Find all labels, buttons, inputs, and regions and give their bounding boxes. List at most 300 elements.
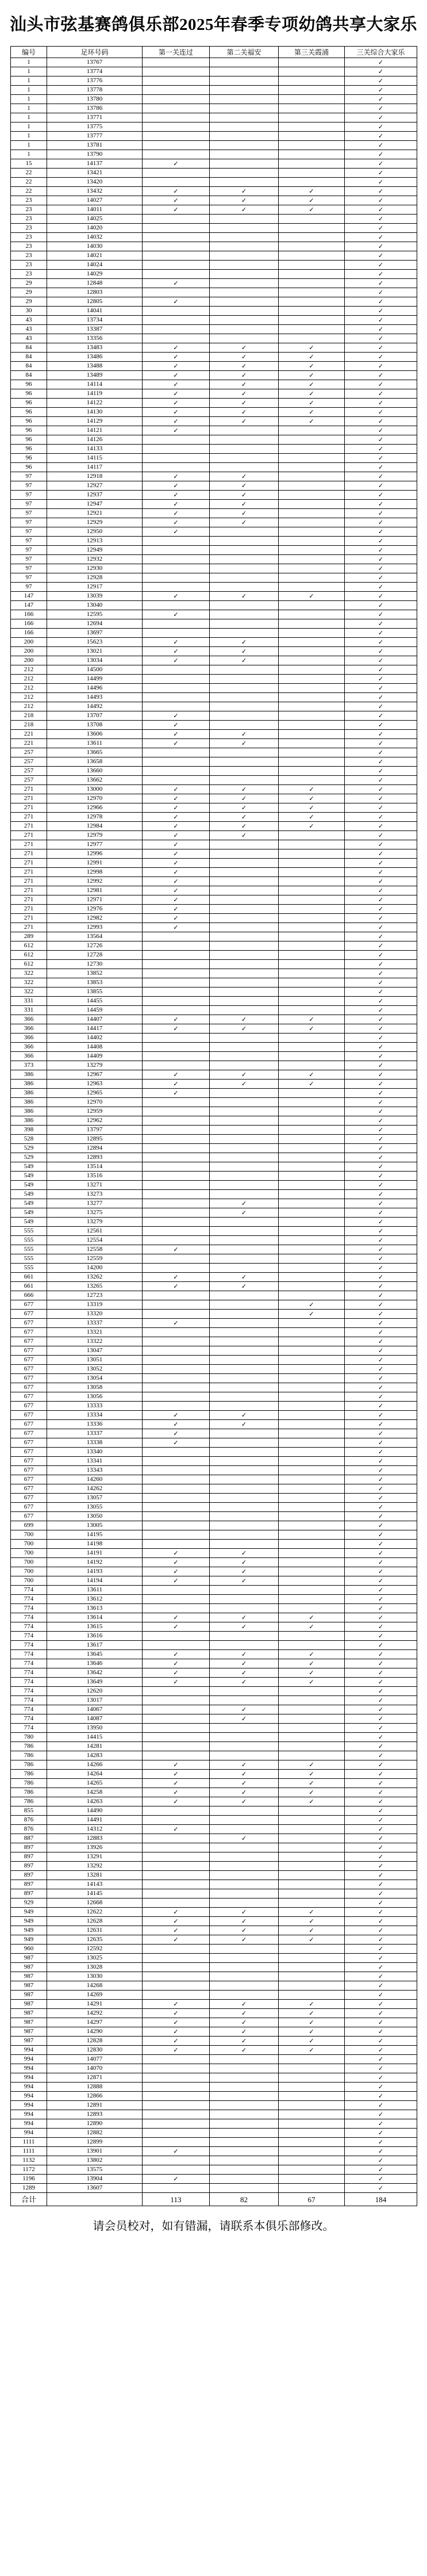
cell-ring-number: 14268 <box>47 1981 143 1991</box>
table-row <box>11 1429 417 1438</box>
table-row <box>11 417 417 426</box>
table-row <box>11 2083 417 2092</box>
table-row <box>11 1208 417 1218</box>
cell-stage-3: ✓ <box>279 1650 345 1659</box>
cell-stage-1: ✓ <box>143 859 210 868</box>
cell-combined: ✓ <box>345 923 417 932</box>
table-row <box>11 1825 417 1834</box>
cell-combined: ✓ <box>345 813 417 822</box>
table-row <box>11 1816 417 1825</box>
cell-stage-2 <box>210 242 279 251</box>
cell-stage-2 <box>210 132 279 141</box>
cell-stage-2 <box>210 1328 279 1337</box>
cell-ring-number: 14029 <box>47 270 143 279</box>
cell-number: 97 <box>11 583 47 592</box>
cell-stage-3: ✓ <box>279 1908 345 1917</box>
cell-stage-3 <box>279 638 345 647</box>
cell-ring-number: 13646 <box>47 1659 143 1668</box>
cell-stage-1 <box>143 1310 210 1319</box>
cell-stage-1 <box>143 1107 210 1116</box>
cell-number: 271 <box>11 831 47 840</box>
cell-stage-2: ✓ <box>210 343 279 353</box>
cell-stage-1 <box>143 1852 210 1862</box>
cell-number: 987 <box>11 1963 47 1972</box>
table-row <box>11 435 417 445</box>
cell-stage-1 <box>143 1696 210 1705</box>
cell-number: 677 <box>11 1420 47 1429</box>
table-row <box>11 1935 417 1945</box>
cell-stage-2 <box>210 1898 279 1908</box>
cell-combined: ✓ <box>345 1466 417 1475</box>
cell-stage-1 <box>143 573 210 583</box>
cell-combined: ✓ <box>345 1402 417 1411</box>
cell-ring-number: 14137 <box>47 159 143 169</box>
cell-ring-number: 13790 <box>47 150 143 159</box>
cell-stage-2 <box>210 2175 279 2184</box>
cell-number: 677 <box>11 1392 47 1402</box>
cell-combined: ✓ <box>345 2027 417 2037</box>
cell-number: 97 <box>11 518 47 527</box>
cell-ring-number: 12883 <box>47 1834 143 1843</box>
table-row <box>11 224 417 233</box>
cell-number: 271 <box>11 914 47 923</box>
cell-stage-2 <box>210 1052 279 1061</box>
cell-number: 15 <box>11 159 47 169</box>
cell-combined: ✓ <box>345 1218 417 1227</box>
cell-stage-3 <box>279 481 345 491</box>
table-row <box>11 1917 417 1926</box>
cell-combined: ✓ <box>345 187 417 196</box>
cell-ring-number: 12967 <box>47 1070 143 1080</box>
cell-stage-2 <box>210 932 279 941</box>
table-row <box>11 684 417 693</box>
cell-combined: ✓ <box>345 960 417 969</box>
cell-number: 96 <box>11 417 47 426</box>
cell-stage-1: ✓ <box>143 399 210 408</box>
cell-stage-2 <box>210 1448 279 1457</box>
cell-combined: ✓ <box>345 1991 417 2000</box>
cell-stage-1 <box>143 1871 210 1880</box>
table-row <box>11 307 417 316</box>
cell-combined: ✓ <box>345 2147 417 2156</box>
cell-number: 994 <box>11 2092 47 2101</box>
cell-stage-2 <box>210 1843 279 1852</box>
cell-number: 29 <box>11 288 47 297</box>
cell-combined: ✓ <box>345 1558 417 1567</box>
table-row <box>11 1420 417 1429</box>
cell-stage-3 <box>279 831 345 840</box>
cell-ring-number: 14011 <box>47 205 143 215</box>
cell-stage-2: ✓ <box>210 638 279 647</box>
cell-stage-1 <box>143 215 210 224</box>
cell-stage-2 <box>210 895 279 905</box>
cell-stage-1: ✓ <box>143 1438 210 1448</box>
cell-ring-number: 14087 <box>47 1714 143 1724</box>
cell-stage-3 <box>279 1116 345 1126</box>
cell-stage-2 <box>210 2156 279 2165</box>
cell-stage-1 <box>143 1264 210 1273</box>
cell-combined: ✓ <box>345 1374 417 1383</box>
cell-ring-number: 14260 <box>47 1475 143 1484</box>
cell-stage-3: ✓ <box>279 2037 345 2046</box>
cell-stage-2: ✓ <box>210 1834 279 1843</box>
cell-stage-1 <box>143 757 210 767</box>
table-row <box>11 1015 417 1024</box>
cell-number: 786 <box>11 1788 47 1797</box>
cell-stage-1 <box>143 435 210 445</box>
cell-stage-3 <box>279 932 345 941</box>
cell-stage-3 <box>279 1383 345 1392</box>
cell-combined: ✓ <box>345 1070 417 1080</box>
cell-combined: ✓ <box>345 178 417 187</box>
cell-combined: ✓ <box>345 76 417 86</box>
cell-stage-1: ✓ <box>143 785 210 794</box>
cell-ring-number: 14024 <box>47 261 143 270</box>
cell-number: 271 <box>11 794 47 803</box>
cell-ring-number: 14491 <box>47 1816 143 1825</box>
cell-stage-2 <box>210 1089 279 1098</box>
cell-combined: ✓ <box>345 1760 417 1770</box>
cell-stage-1: ✓ <box>143 417 210 426</box>
cell-stage-2 <box>210 1162 279 1172</box>
cell-ring-number: 14417 <box>47 1024 143 1034</box>
cell-stage-1: ✓ <box>143 518 210 527</box>
cell-combined: ✓ <box>345 491 417 500</box>
cell-stage-2 <box>210 886 279 895</box>
cell-stage-1 <box>143 2055 210 2064</box>
cell-stage-1: ✓ <box>143 408 210 417</box>
table-row <box>11 1926 417 1935</box>
cell-stage-2 <box>210 270 279 279</box>
table-row <box>11 251 417 261</box>
cell-stage-1: ✓ <box>143 638 210 647</box>
cell-ring-number: 14143 <box>47 1880 143 1889</box>
cell-number: 386 <box>11 1080 47 1089</box>
cell-combined: ✓ <box>345 702 417 711</box>
table-row <box>11 923 417 932</box>
table-row <box>11 978 417 987</box>
cell-stage-3: ✓ <box>279 205 345 215</box>
cell-stage-1 <box>143 1972 210 1981</box>
cell-combined: ✓ <box>345 1549 417 1558</box>
cell-stage-3 <box>279 849 345 859</box>
cell-stage-3 <box>279 619 345 629</box>
table-row <box>11 1273 417 1282</box>
cell-stage-3 <box>279 739 345 748</box>
cell-stage-3 <box>279 500 345 509</box>
cell-ring-number: 13338 <box>47 1438 143 1448</box>
table-row <box>11 1254 417 1264</box>
cell-combined: ✓ <box>345 399 417 408</box>
cell-stage-1: ✓ <box>143 840 210 849</box>
cell-stage-3 <box>279 1503 345 1512</box>
cell-stage-2 <box>210 1852 279 1862</box>
cell-stage-1 <box>143 1586 210 1595</box>
cell-stage-2 <box>210 113 279 123</box>
table-row <box>11 169 417 178</box>
table-row <box>11 730 417 739</box>
cell-combined: ✓ <box>345 1273 417 1282</box>
cell-number: 271 <box>11 849 47 859</box>
cell-number: 786 <box>11 1742 47 1751</box>
cell-stage-3: ✓ <box>279 371 345 380</box>
cell-stage-1 <box>143 261 210 270</box>
cell-number: 212 <box>11 665 47 675</box>
total-empty <box>47 2193 143 2206</box>
cell-combined: ✓ <box>345 1862 417 1871</box>
table-header-row <box>11 47 417 58</box>
cell-combined: ✓ <box>345 693 417 702</box>
cell-combined: ✓ <box>345 215 417 224</box>
cell-stage-3 <box>279 905 345 914</box>
table-row <box>11 1540 417 1549</box>
cell-number: 386 <box>11 1098 47 1107</box>
cell-stage-3 <box>279 334 345 343</box>
cell-stage-3 <box>279 1604 345 1613</box>
cell-number: 386 <box>11 1116 47 1126</box>
cell-stage-1 <box>143 233 210 242</box>
cell-stage-3 <box>279 325 345 334</box>
cell-stage-2 <box>210 2064 279 2073</box>
cell-stage-1: ✓ <box>143 886 210 895</box>
cell-number: 994 <box>11 2064 47 2073</box>
cell-ring-number: 13340 <box>47 1448 143 1457</box>
cell-combined: ✓ <box>345 463 417 472</box>
cell-stage-2 <box>210 67 279 76</box>
table-row <box>11 481 417 491</box>
cell-number: 949 <box>11 1917 47 1926</box>
cell-stage-2: ✓ <box>210 592 279 601</box>
cell-stage-2 <box>210 1871 279 1880</box>
cell-combined: ✓ <box>345 1806 417 1816</box>
cell-stage-1 <box>143 2165 210 2175</box>
cell-stage-2 <box>210 573 279 583</box>
table-row <box>11 205 417 215</box>
cell-stage-2 <box>210 1503 279 1512</box>
cell-stage-2 <box>210 693 279 702</box>
cell-stage-3 <box>279 279 345 288</box>
cell-stage-3 <box>279 233 345 242</box>
table-row <box>11 2018 417 2027</box>
table-row <box>11 1659 417 1668</box>
cell-ring-number: 13662 <box>47 776 143 785</box>
cell-stage-1 <box>143 1346 210 1356</box>
table-row <box>11 2046 417 2055</box>
cell-combined: ✓ <box>345 978 417 987</box>
table-row <box>11 1494 417 1503</box>
cell-number: 322 <box>11 978 47 987</box>
cell-combined: ✓ <box>345 1061 417 1070</box>
cell-stage-3 <box>279 702 345 711</box>
cell-ring-number: 14290 <box>47 2027 143 2037</box>
cell-stage-2 <box>210 1254 279 1264</box>
table-row <box>11 1199 417 1208</box>
table-row <box>11 1742 417 1751</box>
cell-number: 549 <box>11 1181 47 1190</box>
cell-combined: ✓ <box>345 1098 417 1107</box>
cell-stage-1 <box>143 693 210 702</box>
cell-stage-2 <box>210 316 279 325</box>
cell-stage-1: ✓ <box>143 343 210 353</box>
cell-number: 774 <box>11 1659 47 1668</box>
cell-stage-3 <box>279 2184 345 2193</box>
cell-combined: ✓ <box>345 1586 417 1595</box>
cell-stage-2 <box>210 279 279 288</box>
table-row <box>11 1852 417 1862</box>
cell-number: 677 <box>11 1429 47 1438</box>
cell-combined: ✓ <box>345 1659 417 1668</box>
header-stage-1: 第一关连过 <box>143 47 210 58</box>
cell-stage-2 <box>210 555 279 564</box>
cell-ring-number: 13050 <box>47 1512 143 1521</box>
cell-stage-3 <box>279 767 345 776</box>
cell-stage-3 <box>279 1945 345 1954</box>
cell-stage-3 <box>279 1852 345 1862</box>
cell-ring-number: 13271 <box>47 1181 143 1190</box>
cell-stage-3 <box>279 132 345 141</box>
cell-stage-3: ✓ <box>279 1080 345 1089</box>
cell-ring-number: 12949 <box>47 546 143 555</box>
cell-stage-3 <box>279 1724 345 1733</box>
cell-number: 774 <box>11 1595 47 1604</box>
cell-number: 1 <box>11 123 47 132</box>
cell-ring-number: 14499 <box>47 675 143 684</box>
cell-ring-number: 13005 <box>47 1521 143 1530</box>
cell-ring-number: 13612 <box>47 1595 143 1604</box>
cell-combined: ✓ <box>345 426 417 435</box>
cell-stage-2 <box>210 537 279 546</box>
cell-ring-number: 12937 <box>47 491 143 500</box>
cell-number: 97 <box>11 500 47 509</box>
cell-combined: ✓ <box>345 730 417 739</box>
cell-number: 774 <box>11 1650 47 1659</box>
cell-combined: ✓ <box>345 1788 417 1797</box>
cell-number: 700 <box>11 1530 47 1540</box>
cell-ring-number: 12917 <box>47 583 143 592</box>
cell-number: 949 <box>11 1908 47 1917</box>
cell-stage-2 <box>210 859 279 868</box>
table-row <box>11 67 417 76</box>
cell-combined: ✓ <box>345 1613 417 1622</box>
cell-stage-3 <box>279 1954 345 1963</box>
cell-stage-2 <box>210 1972 279 1981</box>
cell-stage-2 <box>210 1153 279 1162</box>
cell-stage-1 <box>143 123 210 132</box>
cell-stage-2 <box>210 1586 279 1595</box>
table-row <box>11 1089 417 1098</box>
cell-stage-3: ✓ <box>279 822 345 831</box>
cell-combined: ✓ <box>345 951 417 960</box>
table-row <box>11 601 417 610</box>
cell-ring-number: 14408 <box>47 1043 143 1052</box>
cell-combined: ✓ <box>345 1632 417 1641</box>
cell-combined: ✓ <box>345 316 417 325</box>
cell-number: 700 <box>11 1576 47 1586</box>
cell-combined: ✓ <box>345 748 417 757</box>
cell-stage-3 <box>279 969 345 978</box>
table-row <box>11 1751 417 1760</box>
cell-combined: ✓ <box>345 1337 417 1346</box>
cell-combined: ✓ <box>345 1282 417 1291</box>
cell-combined: ✓ <box>345 325 417 334</box>
cell-ring-number: 12694 <box>47 619 143 629</box>
cell-ring-number: 12929 <box>47 518 143 527</box>
cell-stage-2 <box>210 95 279 104</box>
cell-stage-2 <box>210 1466 279 1475</box>
cell-ring-number: 13606 <box>47 730 143 739</box>
cell-stage-3 <box>279 1172 345 1181</box>
cell-stage-3 <box>279 2175 345 2184</box>
table-row <box>11 2064 417 2073</box>
cell-stage-1 <box>143 1061 210 1070</box>
cell-stage-1 <box>143 76 210 86</box>
cell-combined: ✓ <box>345 159 417 169</box>
cell-combined: ✓ <box>345 711 417 721</box>
cell-ring-number: 12913 <box>47 537 143 546</box>
cell-stage-3 <box>279 629 345 638</box>
cell-ring-number: 13708 <box>47 721 143 730</box>
cell-stage-3 <box>279 776 345 785</box>
cell-combined: ✓ <box>345 518 417 527</box>
cell-stage-2 <box>210 1264 279 1273</box>
cell-stage-2: ✓ <box>210 813 279 822</box>
cell-number: 677 <box>11 1383 47 1392</box>
cell-stage-2 <box>210 1457 279 1466</box>
cell-ring-number: 12970 <box>47 1098 143 1107</box>
cell-ring-number: 13420 <box>47 178 143 187</box>
table-row <box>11 859 417 868</box>
cell-stage-1 <box>143 1963 210 1972</box>
cell-combined: ✓ <box>345 610 417 619</box>
cell-stage-2 <box>210 1126 279 1135</box>
cell-number: 677 <box>11 1374 47 1383</box>
cell-combined: ✓ <box>345 2064 417 2073</box>
cell-stage-2 <box>210 1540 279 1549</box>
cell-ring-number: 13000 <box>47 785 143 794</box>
cell-stage-1 <box>143 629 210 638</box>
cell-stage-3 <box>279 463 345 472</box>
table-row <box>11 665 417 675</box>
cell-stage-1 <box>143 1862 210 1871</box>
table-row <box>11 500 417 509</box>
cell-stage-2 <box>210 1494 279 1503</box>
total-stage-2: 82 <box>210 2193 279 2206</box>
cell-stage-2 <box>210 868 279 877</box>
cell-combined: ✓ <box>345 1162 417 1172</box>
cell-stage-3 <box>279 1586 345 1595</box>
cell-stage-2 <box>210 629 279 638</box>
cell-stage-2: ✓ <box>210 1199 279 1208</box>
cell-stage-1 <box>143 1954 210 1963</box>
cell-ring-number: 13950 <box>47 1724 143 1733</box>
table-row <box>11 951 417 960</box>
cell-combined: ✓ <box>345 1530 417 1540</box>
cell-number: 221 <box>11 730 47 739</box>
cell-number: 271 <box>11 859 47 868</box>
cell-stage-1 <box>143 1374 210 1383</box>
cell-stage-3 <box>279 1512 345 1521</box>
cell-number: 218 <box>11 721 47 730</box>
cell-combined: ✓ <box>345 1015 417 1024</box>
cell-stage-3: ✓ <box>279 1788 345 1797</box>
cell-number: 271 <box>11 813 47 822</box>
cell-ring-number: 13514 <box>47 1162 143 1172</box>
cell-combined: ✓ <box>345 868 417 877</box>
cell-stage-3 <box>279 1834 345 1843</box>
cell-ring-number: 13281 <box>47 1871 143 1880</box>
cell-stage-1 <box>143 1530 210 1540</box>
table-row <box>11 288 417 297</box>
